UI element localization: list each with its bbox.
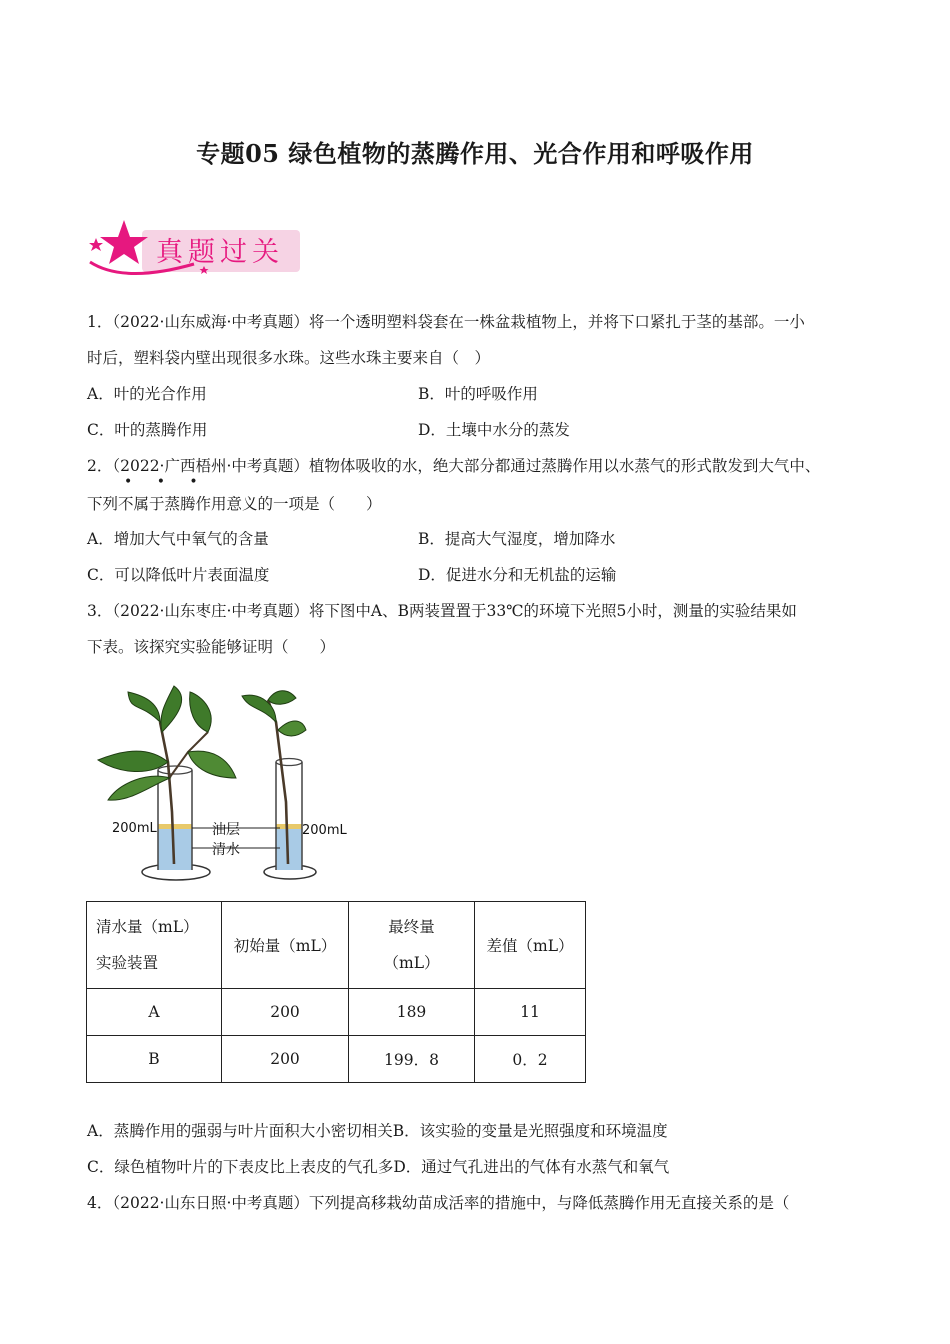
oil-layer-a	[158, 824, 192, 829]
q1-stem-line1: 1．（2022·山东威海·中考真题）将一个透明塑料袋套在一株盆栽植物上，并将下口紧扎于茎的基部。一小	[87, 313, 805, 331]
q2-option-d[interactable]: D．促进水分和无机盐的运输	[418, 566, 617, 584]
leaf-a3	[98, 751, 168, 771]
q3-options-ab[interactable]: A．蒸腾作用的强弱与叶片面积大小密切相关B．该实验的变量是光照强度和环境温度	[87, 1122, 668, 1140]
q3-stem-line2: 下表。该探究实验能够证明（ ）	[87, 638, 336, 656]
leaf-b3	[278, 721, 306, 736]
star-icon	[100, 220, 148, 264]
table-row	[87, 989, 586, 1036]
row-b-initial: 200	[222, 1036, 349, 1083]
col-final-bottom: （mL）	[383, 954, 440, 972]
volume-label-b: 200mL	[302, 823, 347, 838]
q1-option-c[interactable]: C．叶的蒸腾作用	[87, 421, 208, 439]
leaf-a5	[190, 692, 212, 732]
q2-stem-line1: 2．（2022·广西梧州·中考真题）植物体吸收的水，绝大部分都通过蒸腾作用以水蒸气的形式散发到大气中、	[87, 457, 821, 475]
table-header-row	[87, 902, 586, 989]
table-row	[87, 1036, 586, 1083]
page-title: 专题05 绿色植物的蒸腾作用、光合作用和呼吸作用	[196, 139, 754, 168]
col-final-top: 最终量	[388, 918, 435, 936]
q2-option-c[interactable]: C．可以降低叶片表面温度	[87, 566, 270, 584]
leaf-a2	[161, 686, 182, 732]
col-final-header	[349, 902, 475, 989]
water-label: 清水	[212, 842, 240, 858]
q1-stem-line2: 时后，塑料袋内壁出现很多水珠。这些水珠主要来自（ ）	[87, 349, 491, 367]
table-corner-cell	[87, 902, 222, 989]
q3-options-cd[interactable]: C．绿色植物叶片的下表皮比上表皮的气孔多D．通过气孔进出的气体有水蒸气和氧气	[87, 1158, 670, 1176]
device-b	[242, 691, 347, 879]
row-b-device: B	[87, 1036, 222, 1083]
small-star-icon	[89, 238, 103, 251]
q1-option-a[interactable]: A．叶的光合作用	[87, 385, 207, 403]
row-b-diff: 0．2	[475, 1036, 586, 1083]
leaf-a1	[128, 692, 160, 722]
row-a-final: 189	[349, 989, 475, 1036]
row-a-diff: 11	[475, 989, 586, 1036]
leaf-a6	[188, 751, 236, 778]
q1-option-d[interactable]: D．土壤中水分的蒸发	[418, 421, 570, 439]
q3-stem-line1: 3．（2022·山东枣庄·中考真题）将下图中A、B两装置置于33℃的环境下光照5小时，测量的实验结果如	[87, 602, 797, 620]
volume-label-a: 200mL	[112, 821, 157, 836]
row-b-final: 199．8	[349, 1036, 475, 1083]
leaf-a4	[108, 776, 170, 800]
results-table	[86, 901, 586, 1083]
corner-bottom-label: 实验装置	[96, 954, 159, 972]
row-a-initial: 200	[222, 989, 349, 1036]
banner-label: 真题过关	[156, 237, 284, 268]
leaf-b2	[268, 691, 296, 705]
col-initial-header: 初始量（mL）	[222, 902, 349, 989]
oil-layer-label: 油层	[212, 822, 240, 838]
q2-stem-line2: 下列不属于蒸腾作用意义的一项是（ ）	[87, 495, 382, 513]
q1-option-b[interactable]: B．叶的呼吸作用	[418, 385, 538, 403]
q2-option-b[interactable]: B．提高大气湿度，增加降水	[418, 530, 616, 548]
emphasis-dots: • • •	[124, 474, 208, 490]
q4-stem-line1: 4．（2022·山东日照·中考真题）下列提高移栽幼苗成活率的措施中，与降低蒸腾作用无直接关系的是（	[87, 1194, 790, 1212]
experiment-figure	[90, 682, 360, 888]
corner-top-label: 清水量（mL）	[96, 918, 199, 936]
col-diff-header: 差值（mL）	[475, 902, 586, 989]
section-banner	[84, 218, 302, 276]
row-a-device: A	[87, 989, 222, 1036]
q2-option-a[interactable]: A．增加大气中氧气的含量	[87, 530, 269, 548]
